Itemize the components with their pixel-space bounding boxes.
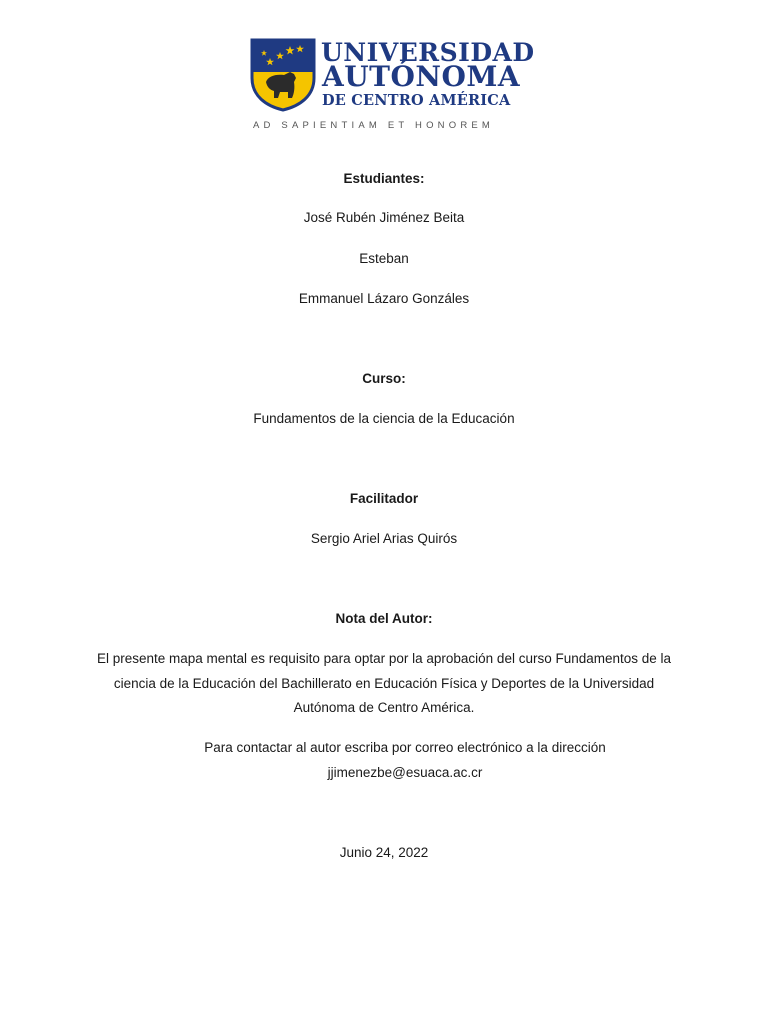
student-name: Emmanuel Lázaro Gonzáles <box>298 291 470 306</box>
course-heading: Curso: <box>362 371 406 386</box>
document-date: Junio 24, 2022 <box>339 845 429 860</box>
facilitator-heading: Facilitador <box>349 491 419 506</box>
author-note-heading: Nota del Autor: <box>335 611 433 626</box>
facilitator-name: Sergio Ariel Arias Quirós <box>310 531 458 546</box>
university-logo <box>250 38 535 134</box>
course-name: Fundamentos de la ciencia de la Educación <box>253 411 515 426</box>
author-note-paragraph: El presente mapa mental es requisito para optar por la aprobación del curso Fundamentos de la ciencia de la Educación del Bachillerato en Educación Física y Deportes de la Universidad Autónoma de Centro América. <box>96 651 672 715</box>
author-contact-paragraph: Para contactar al autor escriba por correo electrónico a la dirección jjimenezbe@esuaca.ac.cr <box>204 740 606 780</box>
students-heading: Estudiantes: <box>343 171 425 186</box>
university-motto: AD SAPIENTIAM ET HONOREM <box>253 120 495 131</box>
student-name: José Rubén Jiménez Beita <box>303 210 465 225</box>
university-name-line2: AUTÓNOMA <box>322 60 521 93</box>
university-name-line3: DE CENTRO AMÉRICA <box>322 92 511 109</box>
university-crest-icon <box>250 38 316 112</box>
student-name: Esteban <box>359 251 409 266</box>
university-name-line1: UNIVERSIDAD <box>321 38 535 67</box>
